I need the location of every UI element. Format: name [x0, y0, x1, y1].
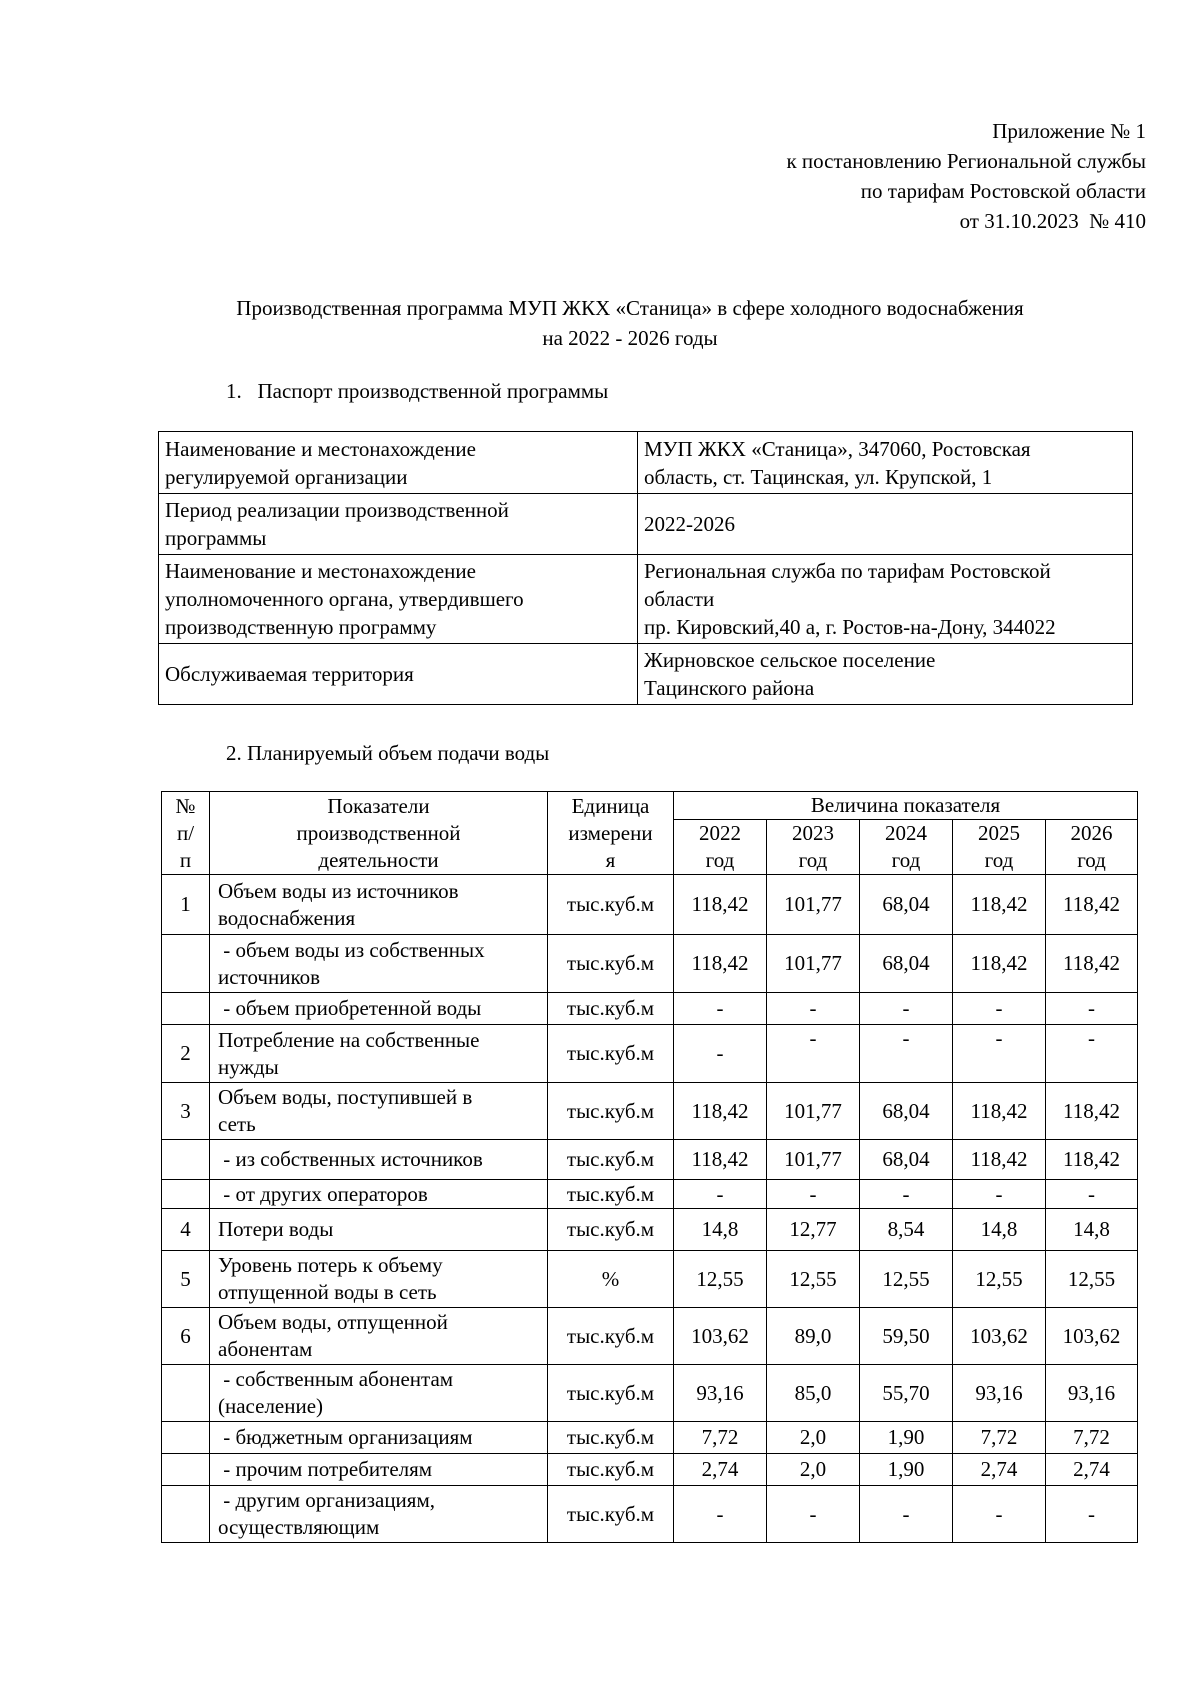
row-indicator-line: - от других операторов: [218, 1181, 428, 1206]
passport-row: [159, 555, 1133, 644]
passport-label-line: Наименование и местонахождение: [165, 559, 476, 583]
row-unit-cell: тыс.куб.м: [548, 1308, 674, 1365]
row-value-cell: 101,77: [767, 1083, 860, 1140]
volume-table-row: [162, 1140, 1138, 1180]
row-value-cell: 93,16: [953, 1365, 1046, 1422]
row-indicator-line: Объем воды, поступившей в: [218, 1085, 473, 1109]
header-num-line: п: [179, 847, 192, 872]
row-value-cell: 2,74: [674, 1454, 767, 1486]
volume-table-row: [162, 1083, 1138, 1140]
row-value-cell: -: [860, 1180, 953, 1209]
row-value-cell: -: [767, 993, 860, 1025]
row-value-cell: 118,42: [674, 875, 767, 935]
header-year-line: год: [891, 848, 921, 872]
passport-label-cell: [159, 494, 638, 555]
passport-label-cell: [159, 555, 638, 644]
row-value-cell: 68,04: [860, 1140, 953, 1180]
row-unit-cell: тыс.куб.м: [548, 1365, 674, 1422]
header-year-line: год: [1077, 848, 1106, 872]
row-indicator-line: Объем воды, отпущенной: [218, 1310, 448, 1334]
row-value-cell: 93,16: [674, 1365, 767, 1422]
header-year-line: 2026: [1070, 821, 1113, 845]
row-num-cell: 2: [162, 1025, 210, 1083]
row-indicator-cell: [210, 1454, 548, 1486]
row-num-cell: [162, 1365, 210, 1422]
header-year-line: 2024: [885, 821, 927, 845]
row-unit-cell: тыс.куб.м: [548, 1140, 674, 1180]
passport-value-line: МУП ЖКХ «Станица», 347060, Ростовская: [644, 436, 1031, 461]
header-unit-line: измерени: [568, 820, 653, 845]
row-value-cell: -: [953, 993, 1046, 1025]
row-value-cell: 12,55: [1046, 1251, 1138, 1308]
row-value-cell: 93,16: [1046, 1365, 1138, 1422]
header-num-cell: [162, 792, 210, 875]
passport-value-line: область, ст. Тацинская, ул. Крупской, 1: [644, 464, 993, 489]
row-indicator-cell: [210, 1486, 548, 1543]
passport-value-line: области: [644, 587, 715, 611]
row-value-cell: 12,55: [674, 1251, 767, 1308]
volume-table-row: [162, 1486, 1138, 1543]
row-value-cell: -: [953, 1180, 1046, 1209]
row-indicator-line: Потребление на собственные: [218, 1027, 480, 1052]
row-indicator-line: отпущенной воды в сеть: [218, 1280, 437, 1304]
row-value-cell: 118,42: [674, 1083, 767, 1140]
row-value-cell: 118,42: [953, 1140, 1046, 1180]
header-year-line: год: [705, 848, 735, 872]
passport-label-cell: [159, 644, 638, 705]
row-value-cell: 2,74: [953, 1454, 1046, 1486]
row-unit-cell: тыс.куб.м: [548, 1422, 674, 1454]
header-unit-line: Единица: [571, 793, 650, 818]
header-num-line: п/: [176, 820, 195, 845]
passport-value-line: Жирновское сельское поселение: [644, 648, 936, 672]
header-year-cell: [767, 820, 860, 875]
passport-value-line: 2022-2026: [644, 512, 735, 536]
row-value-cell: 2,0: [767, 1454, 860, 1486]
row-unit-cell: тыс.куб.м: [548, 875, 674, 935]
row-value-cell: 103,62: [1046, 1308, 1138, 1365]
row-num-cell: [162, 1454, 210, 1486]
passport-value-cell: [638, 644, 1133, 705]
volume-table-row: [162, 1180, 1138, 1209]
passport-row: [159, 494, 1133, 555]
row-unit-cell: тыс.куб.м: [548, 1454, 674, 1486]
row-unit-cell: тыс.куб.м: [548, 1180, 674, 1209]
row-indicator-cell: [210, 1209, 548, 1251]
row-indicator-line: - собственным абонентам: [218, 1367, 454, 1391]
row-unit-cell: тыс.куб.м: [548, 1025, 674, 1083]
header-year-line: 2022: [699, 821, 741, 845]
appendix-block: [786, 116, 1146, 236]
header-value-group: Величина показателя: [674, 792, 1138, 820]
row-value-cell: -: [767, 1180, 860, 1209]
row-num-cell: 1: [162, 875, 210, 935]
volume-table-row: [162, 993, 1138, 1025]
header-unit-line: я: [605, 847, 616, 872]
volume-table-row: [162, 1365, 1138, 1422]
row-indicator-cell: [210, 993, 548, 1025]
row-value-cell: 118,42: [953, 875, 1046, 935]
row-num-cell: [162, 993, 210, 1025]
row-indicator-line: нужды: [218, 1054, 279, 1079]
row-indicator-line: водоснабжения: [218, 905, 356, 930]
row-unit-cell: тыс.куб.м: [548, 1209, 674, 1251]
passport-label-line: Наименование и местонахождение: [165, 436, 476, 461]
row-indicator-line: источников: [218, 964, 321, 989]
volume-table-row: [162, 1025, 1138, 1083]
header-indicator-line: производственной: [296, 820, 461, 845]
row-value-cell: 12,55: [953, 1251, 1046, 1308]
passport-row: [159, 432, 1133, 494]
row-indicator-cell: [210, 1083, 548, 1140]
passport-table: [158, 431, 1133, 705]
header-year-cell: [1046, 820, 1138, 875]
row-value-cell: 55,70: [860, 1365, 953, 1422]
row-indicator-line: Потери воды: [218, 1217, 334, 1241]
passport-value-cell: [638, 432, 1133, 494]
row-value-cell: -: [767, 1025, 860, 1083]
header-year-cell: [953, 820, 1046, 875]
passport-value-line: Тацинского района: [644, 676, 815, 700]
row-unit-cell: тыс.куб.м: [548, 1083, 674, 1140]
row-value-cell: -: [1046, 1180, 1138, 1209]
row-value-cell: 118,42: [953, 1083, 1046, 1140]
row-indicator-line: Объем воды из источников: [218, 878, 459, 903]
row-value-cell: 68,04: [860, 1083, 953, 1140]
row-value-cell: 118,42: [674, 935, 767, 993]
row-value-cell: 118,42: [1046, 935, 1138, 993]
row-value-cell: 68,04: [860, 875, 953, 935]
row-num-cell: [162, 1180, 210, 1209]
row-indicator-cell: [210, 935, 548, 993]
passport-value-line: Региональная служба по тарифам Ростовской: [644, 559, 1051, 583]
row-value-cell: 1,90: [860, 1422, 953, 1454]
volume-table-row: [162, 875, 1138, 935]
appendix-line: по тарифам Ростовской области: [860, 179, 1146, 203]
row-indicator-cell: [210, 875, 548, 935]
passport-label-line: Обслуживаемая территория: [165, 662, 414, 686]
row-indicator-line: сеть: [218, 1112, 256, 1136]
row-value-cell: -: [674, 1025, 767, 1083]
section-heading-passport: 1. Паспорт производственной программы: [226, 379, 609, 403]
header-indicator-line: деятельности: [318, 847, 439, 872]
row-indicator-line: - объем приобретенной воды: [218, 996, 482, 1020]
row-value-cell: 14,8: [953, 1209, 1046, 1251]
row-value-cell: -: [860, 1025, 953, 1083]
header-year-line: 2023: [792, 821, 834, 845]
row-value-cell: 7,72: [953, 1422, 1046, 1454]
row-value-cell: 8,54: [860, 1209, 953, 1251]
volume-table-row: [162, 1308, 1138, 1365]
title-line: Производственная программа МУП ЖКХ «Станица» в сфере холодного водоснабжения: [236, 296, 1024, 320]
row-indicator-line: - прочим потребителям: [218, 1457, 433, 1481]
passport-label-line: уполномоченного органа, утвердившего: [165, 587, 524, 611]
row-value-cell: 7,72: [674, 1422, 767, 1454]
volume-table-row: [162, 1454, 1138, 1486]
row-value-cell: 103,62: [674, 1308, 767, 1365]
row-num-cell: [162, 1422, 210, 1454]
row-indicator-cell: [210, 1422, 548, 1454]
row-value-cell: 2,74: [1046, 1454, 1138, 1486]
header-indicator-cell: [210, 792, 548, 875]
row-indicator-cell: [210, 1365, 548, 1422]
header-year-cell: [860, 820, 953, 875]
row-value-cell: 12,77: [767, 1209, 860, 1251]
row-value-cell: 118,42: [1046, 1083, 1138, 1140]
row-value-cell: 1,90: [860, 1454, 953, 1486]
passport-value-line: пр. Кировский,40 а, г. Ростов-на-Дону, 344022: [644, 615, 1056, 639]
row-value-cell: 68,04: [860, 935, 953, 993]
header-indicator-line: Показатели: [327, 793, 430, 818]
row-value-cell: 85,0: [767, 1365, 860, 1422]
header-year-line: год: [798, 848, 828, 872]
passport-label-line: программы: [165, 526, 267, 550]
row-indicator-cell: [210, 1180, 548, 1209]
row-unit-cell: тыс.куб.м: [548, 993, 674, 1025]
row-value-cell: -: [674, 1486, 767, 1543]
volume-table-row: [162, 1422, 1138, 1454]
row-unit-cell: %: [548, 1251, 674, 1308]
row-value-cell: -: [1046, 1025, 1138, 1083]
section-heading-volume: 2. Планируемый объем подачи воды: [226, 741, 550, 765]
row-value-cell: -: [1046, 993, 1138, 1025]
row-value-cell: 101,77: [767, 935, 860, 993]
header-year-line: год: [984, 848, 1014, 872]
row-indicator-line: - бюджетным организациям: [218, 1425, 473, 1449]
row-value-cell: -: [953, 1025, 1046, 1083]
row-value-cell: -: [860, 1486, 953, 1543]
row-num-cell: 4: [162, 1209, 210, 1251]
row-num-cell: [162, 1486, 210, 1543]
title-line: на 2022 - 2026 годы: [542, 326, 718, 350]
row-value-cell: 14,8: [674, 1209, 767, 1251]
row-unit-cell: тыс.куб.м: [548, 935, 674, 993]
row-value-cell: 103,62: [953, 1308, 1046, 1365]
row-value-cell: -: [767, 1486, 860, 1543]
passport-value-cell: [638, 555, 1133, 644]
row-indicator-line: (население): [218, 1394, 324, 1418]
row-indicator-cell: [210, 1140, 548, 1180]
document-title: [150, 293, 1110, 353]
row-value-cell: 118,42: [953, 935, 1046, 993]
water-volume-table: [161, 791, 1138, 1543]
row-value-cell: 89,0: [767, 1308, 860, 1365]
row-num-cell: 3: [162, 1083, 210, 1140]
row-value-cell: 118,42: [1046, 875, 1138, 935]
passport-label-line: производственную программу: [165, 615, 437, 639]
row-value-cell: -: [1046, 1486, 1138, 1543]
row-indicator-line: - объем воды из собственных: [218, 937, 485, 962]
row-value-cell: -: [674, 1180, 767, 1209]
passport-value-cell: [638, 494, 1133, 555]
row-num-cell: [162, 935, 210, 993]
row-value-cell: 12,55: [860, 1251, 953, 1308]
row-value-cell: 2,0: [767, 1422, 860, 1454]
row-value-cell: -: [860, 993, 953, 1025]
row-indicator-cell: [210, 1025, 548, 1083]
row-unit-cell: тыс.куб.м: [548, 1486, 674, 1543]
volume-header-row: [162, 792, 1138, 820]
header-year-line: 2025: [978, 821, 1020, 845]
row-indicator-line: осуществляющим: [218, 1515, 380, 1539]
appendix-line: от 31.10.2023 № 410: [959, 209, 1146, 233]
volume-table-row: [162, 1209, 1138, 1251]
appendix-line: Приложение № 1: [992, 119, 1146, 143]
header-year-cell: [674, 820, 767, 875]
passport-row: [159, 644, 1133, 705]
header-num-line: №: [175, 793, 196, 818]
row-indicator-line: Уровень потерь к объему: [218, 1253, 443, 1277]
row-num-cell: [162, 1140, 210, 1180]
header-unit-cell: [548, 792, 674, 875]
row-value-cell: 118,42: [674, 1140, 767, 1180]
row-value-cell: 59,50: [860, 1308, 953, 1365]
volume-table-row: [162, 935, 1138, 993]
row-value-cell: 101,77: [767, 1140, 860, 1180]
row-indicator-line: - другим организациям,: [218, 1488, 435, 1512]
row-value-cell: 101,77: [767, 875, 860, 935]
row-value-cell: 118,42: [1046, 1140, 1138, 1180]
passport-label-line: Период реализации производственной: [165, 498, 509, 522]
row-num-cell: 6: [162, 1308, 210, 1365]
appendix-line: к постановлению Региональной службы: [786, 149, 1146, 173]
passport-label-cell: [159, 432, 638, 494]
row-value-cell: 7,72: [1046, 1422, 1138, 1454]
row-value-cell: 12,55: [767, 1251, 860, 1308]
volume-table-row: [162, 1251, 1138, 1308]
row-indicator-cell: [210, 1308, 548, 1365]
row-indicator-cell: [210, 1251, 548, 1308]
row-indicator-line: - из собственных источников: [218, 1147, 483, 1171]
row-indicator-line: абонентам: [218, 1337, 313, 1361]
row-value-cell: 14,8: [1046, 1209, 1138, 1251]
passport-label-line: регулируемой организации: [165, 464, 408, 489]
row-num-cell: 5: [162, 1251, 210, 1308]
row-value-cell: -: [674, 993, 767, 1025]
row-value-cell: -: [953, 1486, 1046, 1543]
